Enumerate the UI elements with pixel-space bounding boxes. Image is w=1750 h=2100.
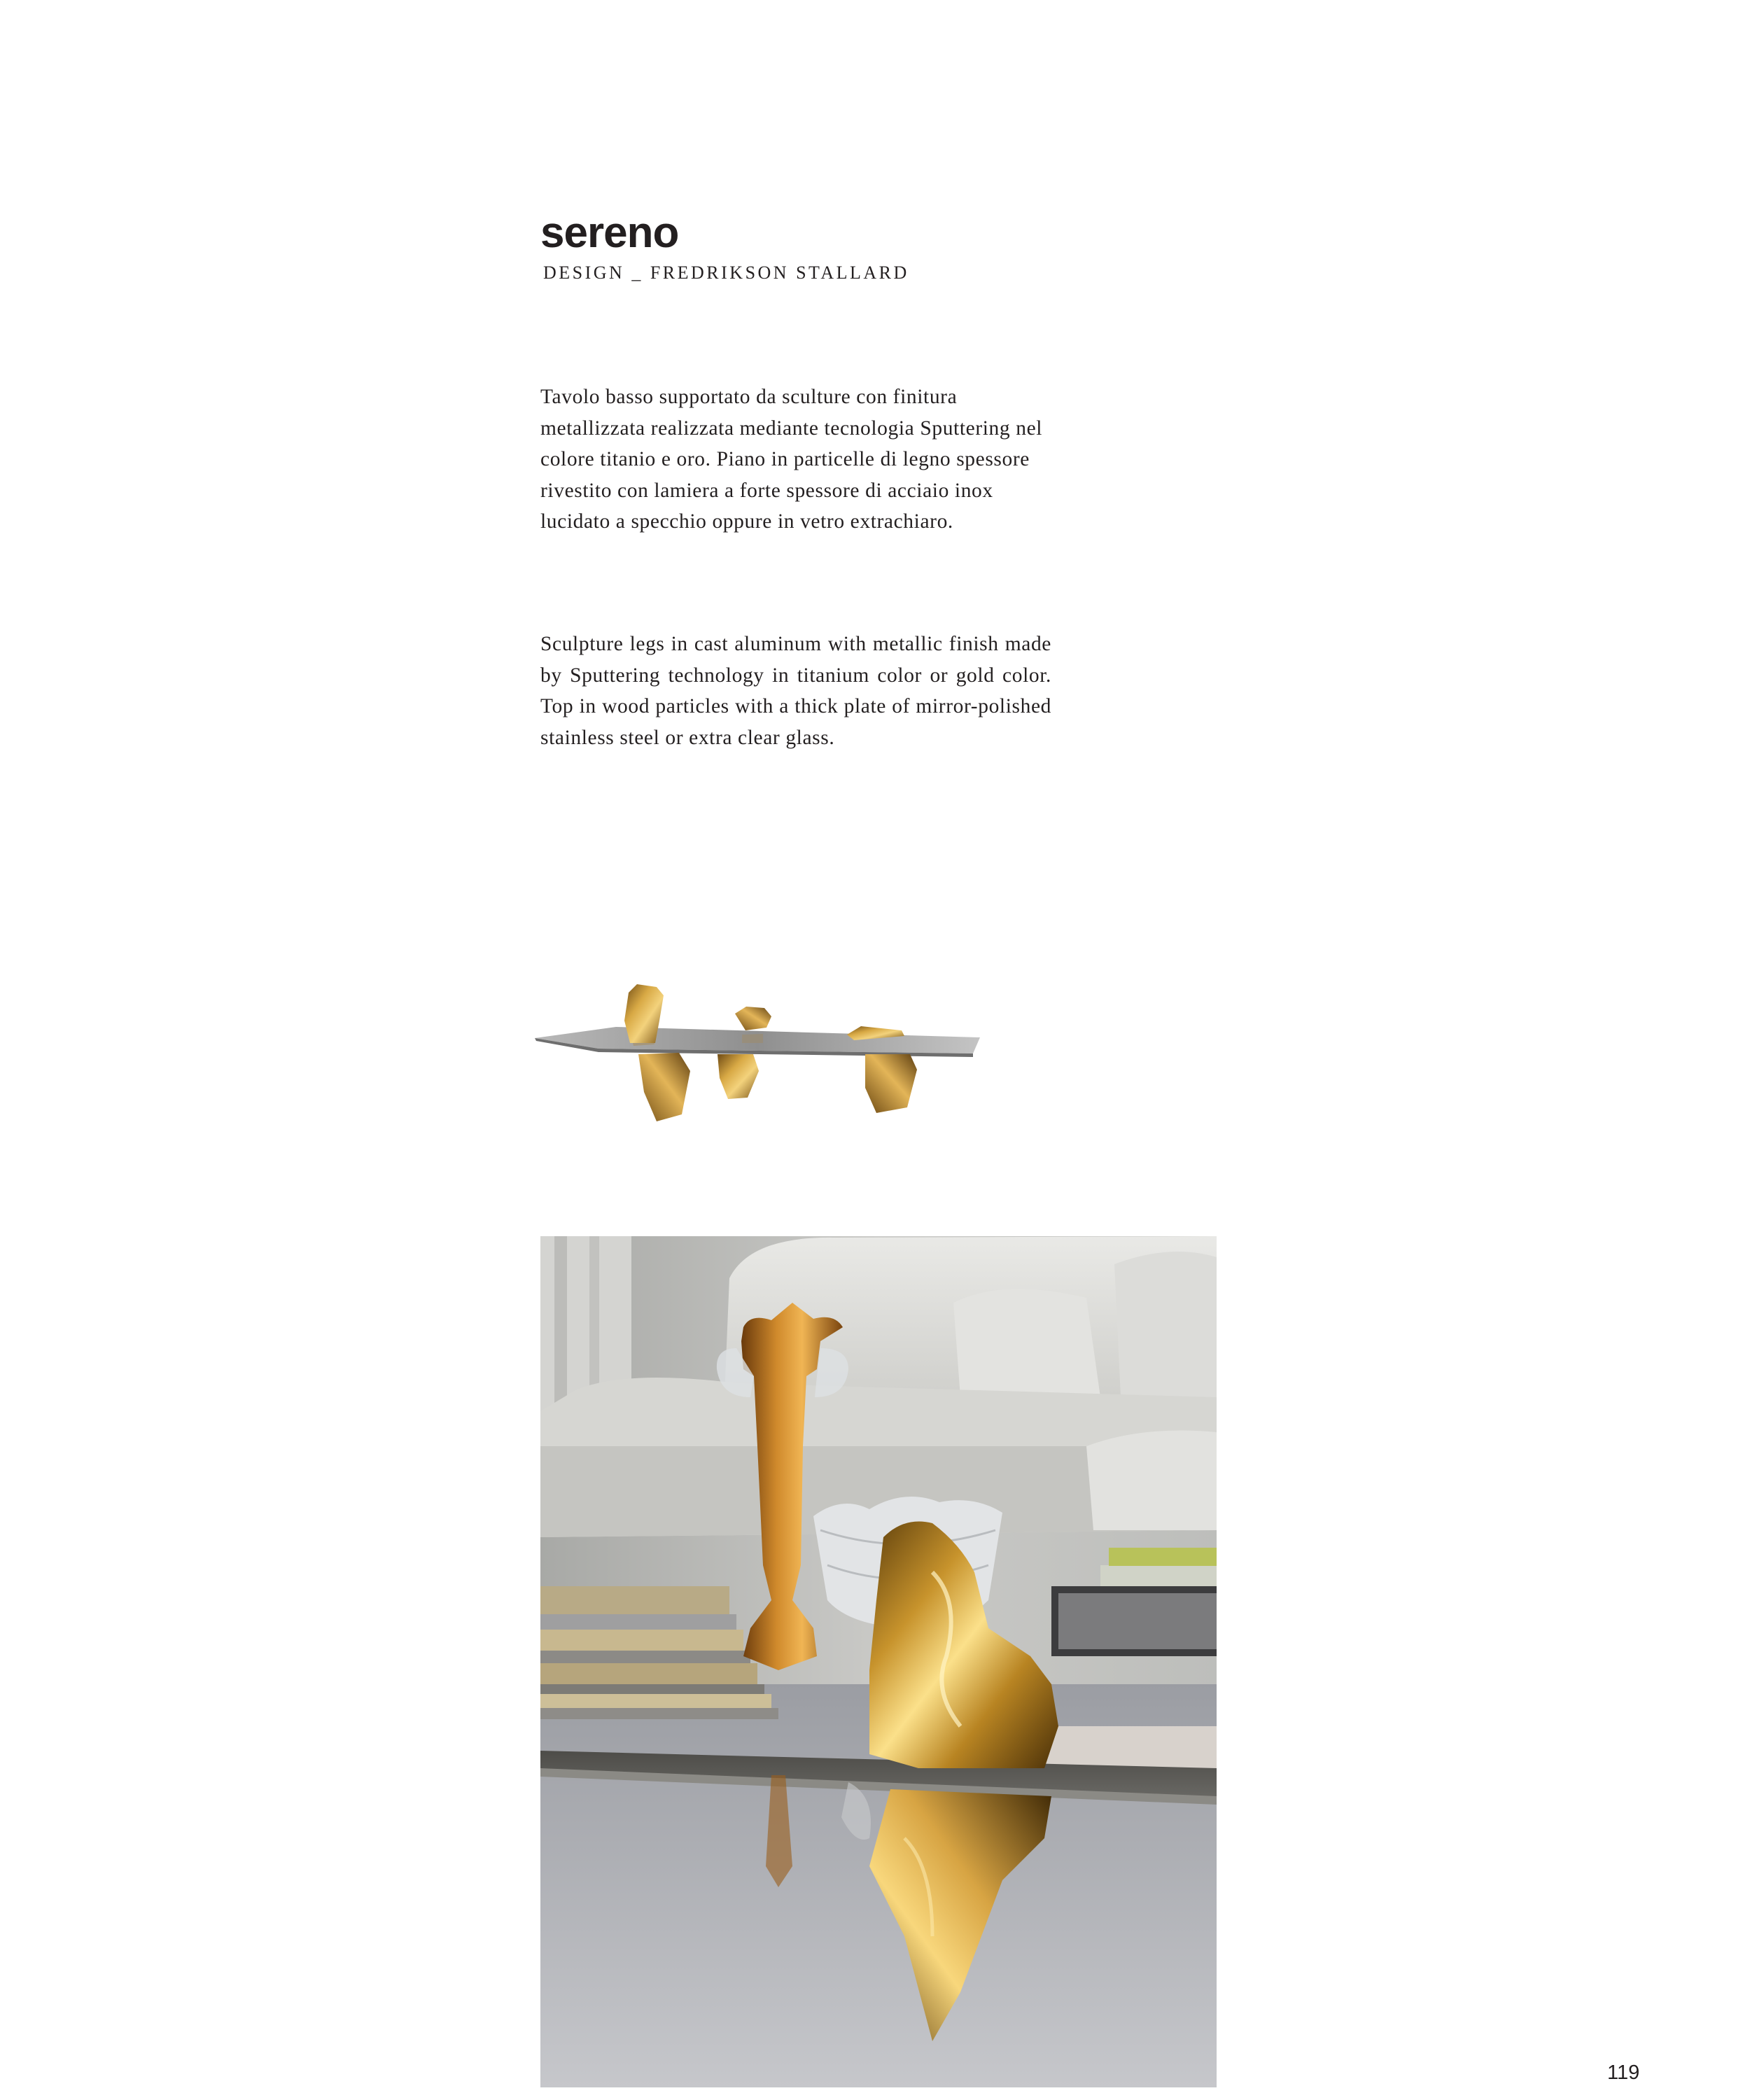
designer-credit: DESIGN _ FREDRIKSON STALLARD bbox=[543, 262, 909, 283]
description-italian: Tavolo basso supportato da sculture con finitura metallizzata realizzata mediante tecnologia Sputtering nel colore titanio e oro. Piano in particelle di legno spessore rivestito con lamiera a forte spessore di acciaio inox lucidato a specchio oppure in vetro extrachiaro. bbox=[540, 386, 1043, 533]
page-number: 119 bbox=[1607, 2062, 1640, 2084]
product-title: sereno bbox=[540, 209, 679, 257]
interior-photo bbox=[540, 1236, 1217, 2087]
description-english: Sculpture legs in cast aluminum with metallic finish made by Sputtering technology in titanium color or gold color. Top in wood particles with a thick plate of mirror-polished stainless steel or extra clear glass. bbox=[540, 633, 1051, 749]
product-photo bbox=[532, 938, 987, 1162]
